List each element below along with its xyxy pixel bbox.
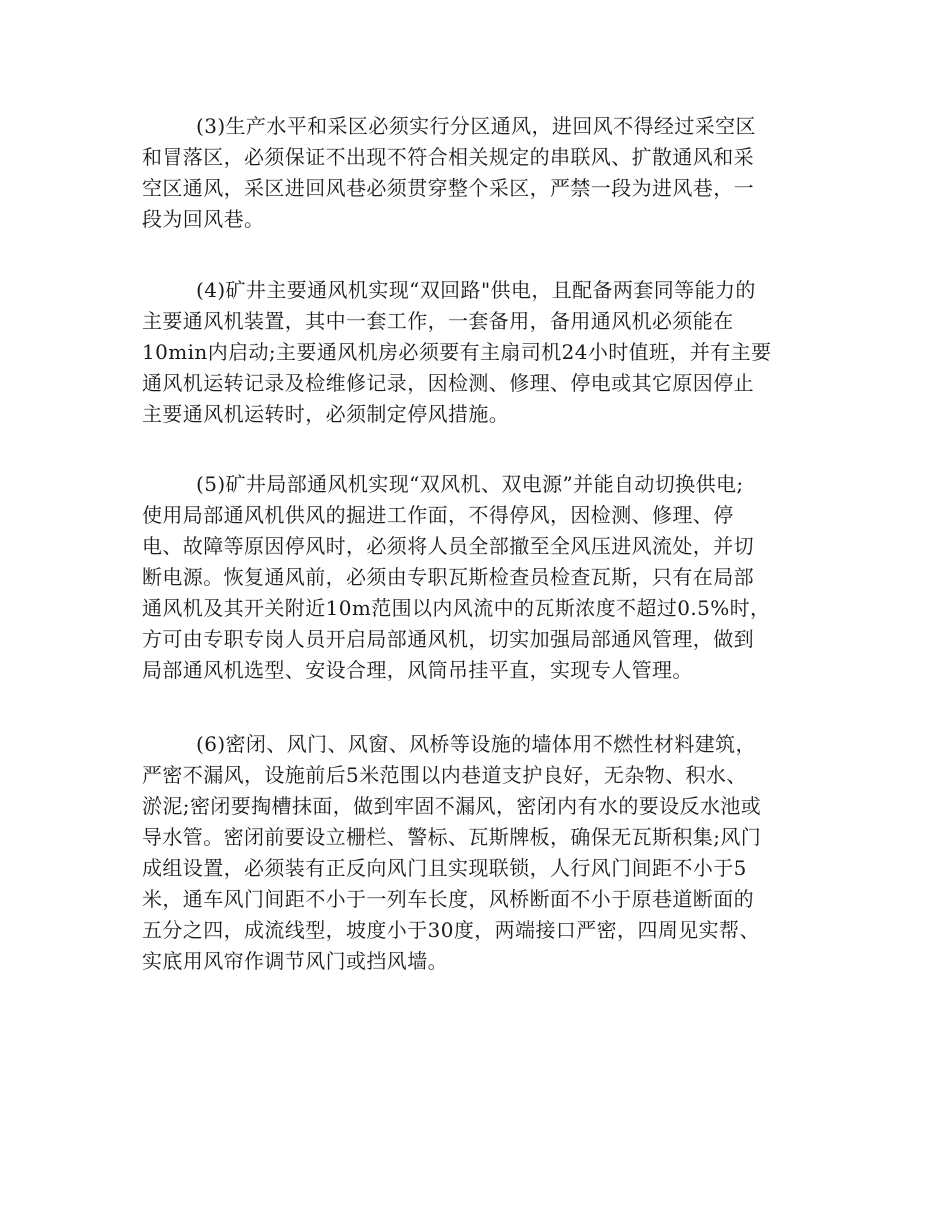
paragraph-line: 10min内启动;主要通风机房必须要有主扇司机24小时值班，并有主要 [142,340,772,364]
paragraph-line: (5)矿井局部通风机实现“双风机、双电源”并能自动切换供电; [196,472,744,496]
paragraph-line: 实底用风帘作调节风门或挡风墙。 [142,949,448,973]
paragraph-line: (4)矿井主要通风机实现“双回路"供电，且配备两套同等能力的 [196,278,756,302]
paragraph-6 [142,729,812,977]
paragraph-line: 通风机运转记录及检维修记录，因检测、修理、停电或其它原因停止 [142,371,754,395]
paragraph-3 [142,111,812,235]
paragraph-line: (6)密闭、风门、风窗、风桥等设施的墙体用不燃性材料建筑， [196,732,756,756]
paragraph-line: 米，通车风门间距不小于一列车长度，风桥断面不小于原巷道断面的 [142,887,754,911]
paragraph-line: 淤泥;密闭要掏槽抹面，做到牢固不漏风，密闭内有水的要设反水池或 [142,794,762,818]
paragraph-line: 五分之四，成流线型，坡度小于30度，两端接口严密，四周见实帮、 [142,918,760,942]
paragraph-line: 通风机及其开关附近10m范围以内风流中的瓦斯浓度不超过0.5%时， [142,596,771,620]
paragraph-line: (3)生产水平和采区必须实行分区通风，进回风不得经过采空区 [196,114,756,138]
paragraph-line: 空区通风，采区进回风巷必须贯穿整个采区，严禁一段为进风巷，一 [142,176,754,200]
paragraph-line: 局部通风机选型、安设合理，风筒吊挂平直，实现专人管理。 [142,658,693,682]
paragraph-line: 主要通风机装置，其中一套工作，一套备用，备用通风机必须能在 [142,309,734,333]
paragraph-line: 段为回风巷。 [142,207,265,231]
paragraph-line: 使用局部通风机供风的掘进工作面，不得停风，因检测、修理、停 [142,503,734,527]
paragraph-line: 导水管。密闭前要设立栅栏、警标、瓦斯牌板，确保无瓦斯积集;风门 [142,825,762,849]
paragraph-line: 主要通风机运转时，必须制定停风措施。 [142,402,510,426]
paragraph-5 [142,469,812,686]
paragraph-line: 断电源。恢复通风前，必须由专职瓦斯检查员检查瓦斯，只有在局部 [142,565,754,589]
paragraph-4 [142,275,812,430]
paragraph-line: 电、故障等原因停风时，必须将人员全部撤至全风压进风流处，并切 [142,534,754,558]
paragraph-line: 和冒落区，必须保证不出现不符合相关规定的串联风、扩散通风和采 [142,145,754,169]
paragraph-line: 严密不漏风，设施前后5米范围以内巷道支护良好，无杂物、积水、 [142,763,747,787]
paragraph-line: 成组设置，必须装有正反向风门且实现联锁，人行风门间距不小于5 [142,856,747,880]
paragraph-line: 方可由专职专岗人员开启局部通风机，切实加强局部通风管理，做到 [142,627,754,651]
